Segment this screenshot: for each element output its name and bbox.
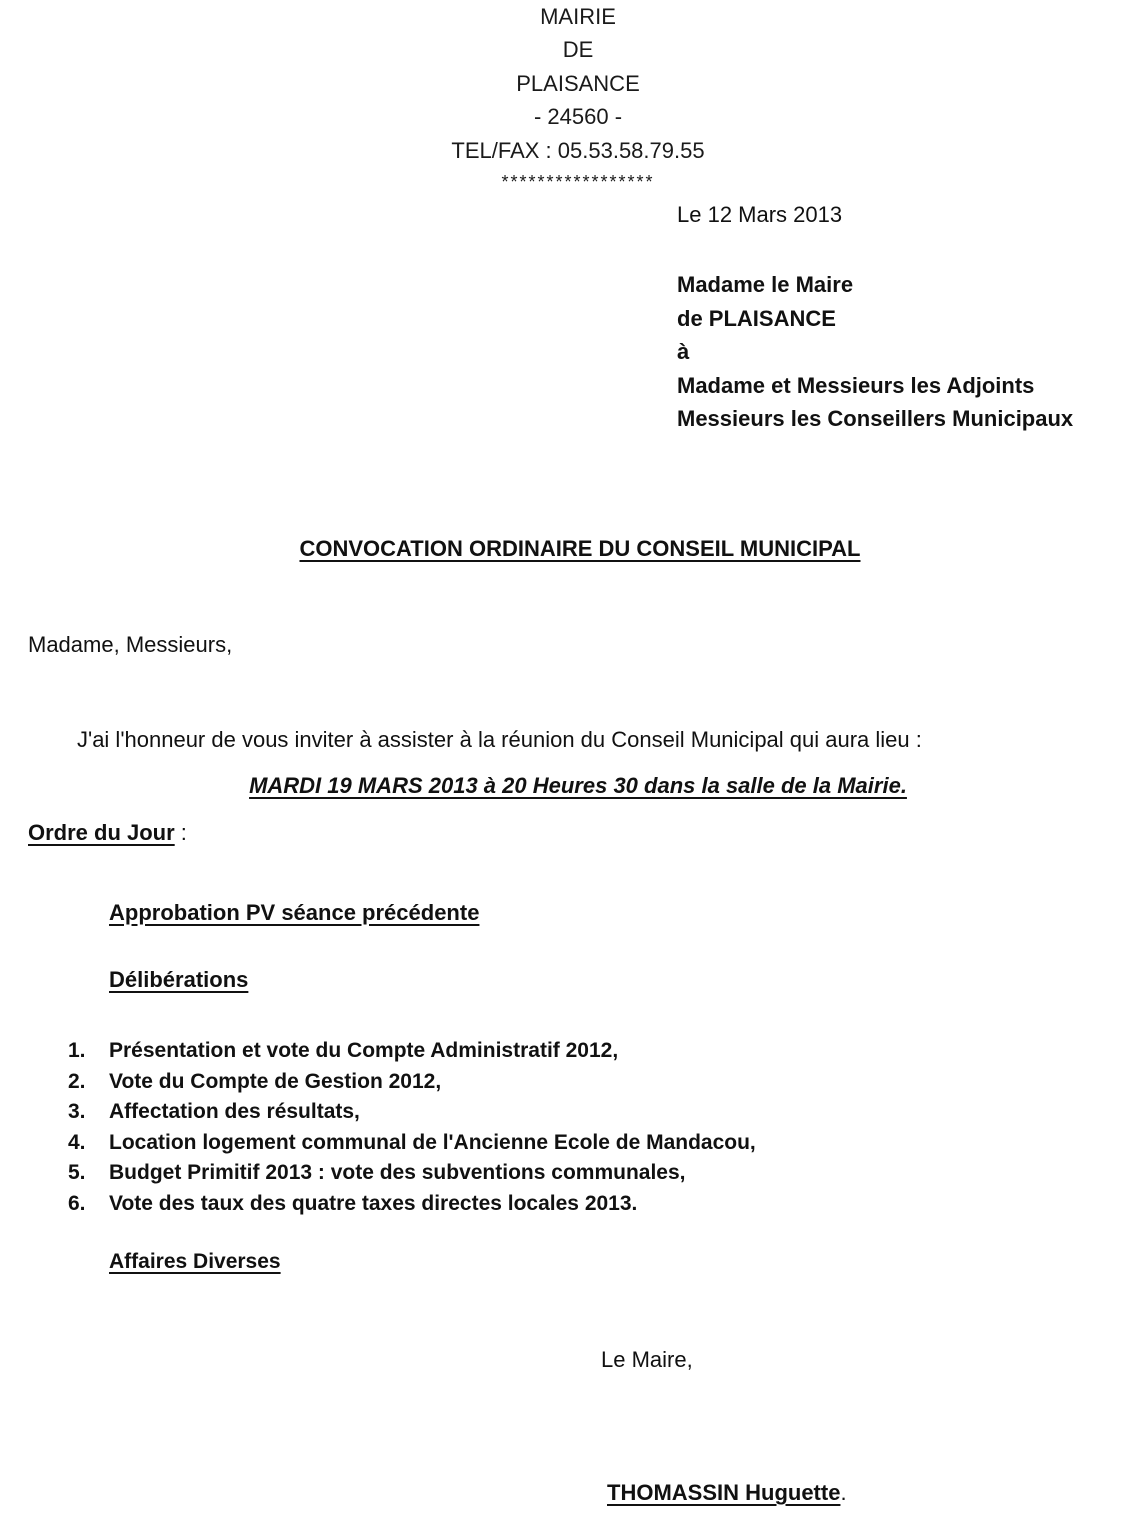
header-postal-code: - 24560 - <box>533 104 623 129</box>
item-number: 4. <box>68 1130 86 1154</box>
document-title-text: CONVOCATION ORDINAIRE DU CONSEIL MUNICIPAL <box>299 536 861 561</box>
item-text: Présentation et vote du Compte Administratif 2012, <box>109 1039 619 1062</box>
header-town: PLAISANCE <box>516 71 640 96</box>
recipients-block <box>677 268 1073 436</box>
recipient-line: Madame le Maire <box>677 272 854 297</box>
signature-period: . <box>840 1480 847 1505</box>
agenda-deliberations-title: Délibérations <box>109 967 249 992</box>
list-item <box>68 1128 756 1159</box>
letter-date: Le 12 Mars 2013 <box>677 202 843 227</box>
item-text: Budget Primitif 2013 : vote des subventions communales, <box>109 1161 686 1184</box>
list-item <box>68 1097 756 1128</box>
salutation: Madame, Messieurs, <box>28 632 233 657</box>
agenda-title-text: Ordre du Jour <box>28 820 175 845</box>
item-number: 2. <box>68 1069 86 1093</box>
recipient-line: Messieurs les Conseillers Municipaux <box>677 406 1074 431</box>
list-item <box>68 1067 756 1098</box>
meeting-details <box>0 773 1121 799</box>
agenda-title-colon: : <box>174 820 187 845</box>
item-text: Location logement communal de l'Ancienne Ecole de Mandacou, <box>109 1130 756 1154</box>
list-item <box>68 1189 756 1220</box>
item-number: 1. <box>68 1039 86 1062</box>
item-text: Vote des taux des quatre taxes directes locales 2013. <box>109 1191 638 1215</box>
closing: Le Maire, <box>601 1347 693 1372</box>
recipient-line: à <box>677 339 690 364</box>
invitation-text: J'ai l'honneur de vous inviter à assister à la réunion du Conseil Municipal qui aura lieu : <box>77 727 922 752</box>
signature <box>607 1480 847 1506</box>
list-item <box>68 1158 756 1189</box>
recipient-line: de PLAISANCE <box>677 305 836 331</box>
header-phone-fax: TEL/FAX : 05.53.58.79.55 <box>451 138 705 163</box>
header-separator: ***************** <box>501 172 655 192</box>
recipient-line: Madame et Messieurs les Adjoints <box>677 372 1035 398</box>
item-number: 6. <box>68 1191 86 1215</box>
header-de: DE <box>562 37 594 62</box>
document-title <box>0 536 1121 562</box>
item-text: Affectation des résultats, <box>109 1100 360 1123</box>
item-text: Vote du Compte de Gestion 2012, <box>109 1069 442 1093</box>
item-number: 3. <box>68 1100 86 1123</box>
list-item <box>68 1036 756 1067</box>
signature-name: THOMASSIN Huguette <box>607 1480 841 1505</box>
meeting-details-text: MARDI 19 MARS 2013 à 20 Heures 30 dans la salle de la Mairie. <box>249 773 907 798</box>
header-mairie: MAIRIE <box>540 4 616 29</box>
agenda-approval: Approbation PV séance précédente <box>109 900 480 925</box>
agenda-title <box>28 820 187 846</box>
agenda-misc: Affaires Diverses <box>109 1250 281 1273</box>
item-number: 5. <box>68 1161 86 1184</box>
deliberations-list <box>68 1036 756 1219</box>
